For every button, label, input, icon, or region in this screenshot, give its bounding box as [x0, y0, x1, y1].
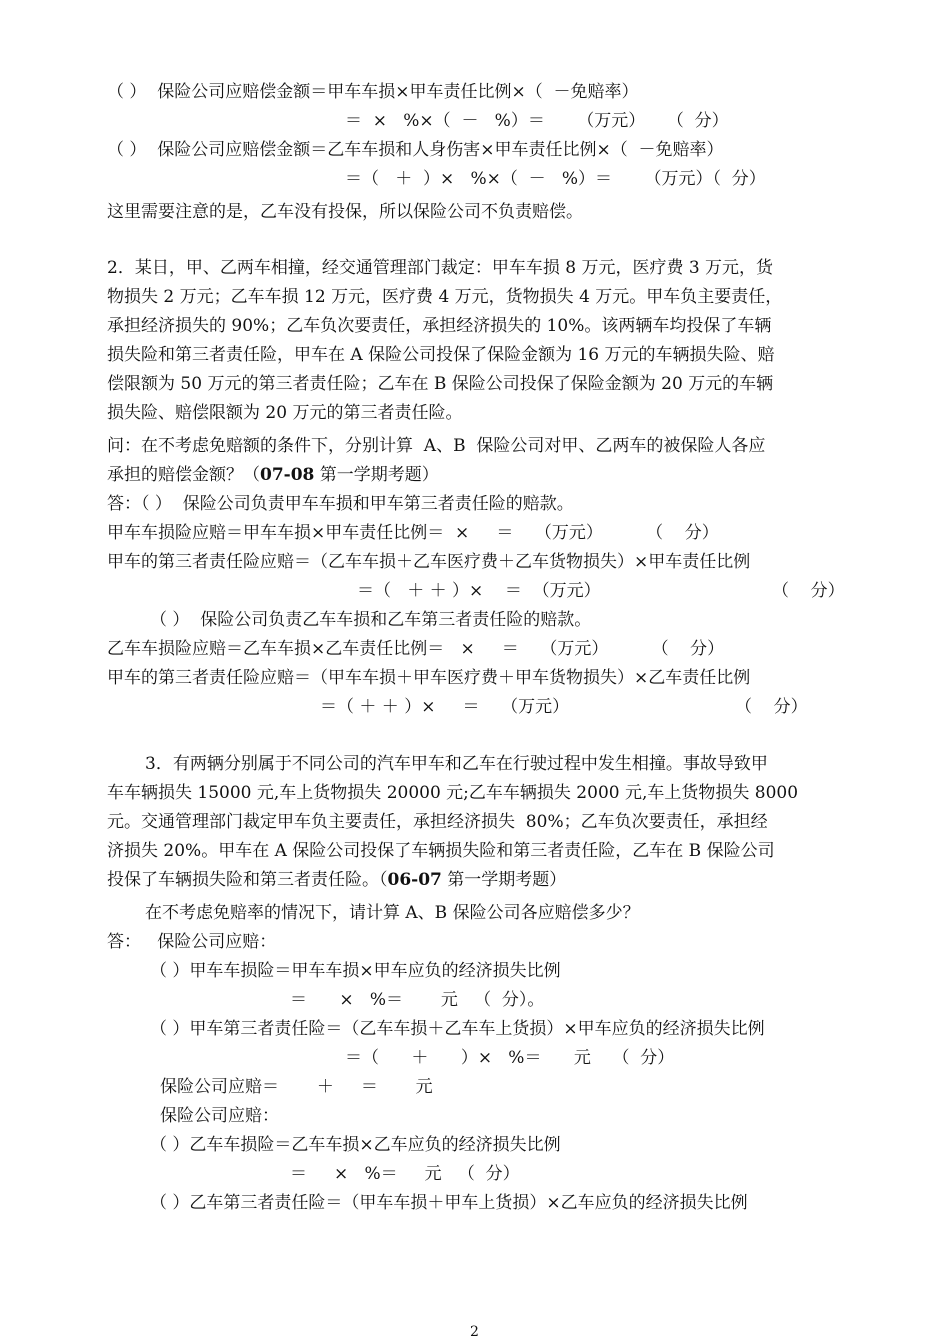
- q3-answer-line-1: （ ）甲车车损险＝甲车车损×甲车应负的经济损失比例: [150, 961, 561, 981]
- top-line-1: （ ） 保险公司应赔偿金额＝甲车车损×甲车责任比例×（ －免赔率）: [107, 82, 639, 102]
- q2-answer-line-7: 甲车的第三者责任险应赔＝（甲车车损＋甲车医疗费＋甲车货物损失）×乙车责任比例: [107, 668, 751, 688]
- q2-answer-line-4: ＝（ ＋ ＋ ）× ＝ （万元）: [357, 581, 601, 601]
- q2-question-line-2: [107, 463, 439, 487]
- q3-answer-line-2: ＝ × %＝ 元 （ 分）。: [290, 990, 545, 1010]
- q3-para-text: 投保了车辆损失险和第三者责任险。（: [107, 870, 388, 890]
- q3-exam-term: 06-07: [387, 870, 442, 890]
- top-line-2: ＝ × %×（ － %）＝ （万元） （ 分）: [345, 111, 729, 131]
- q3-answer-line-4: ＝（ ＋ ）× %＝ 元 （ 分）: [345, 1048, 675, 1068]
- q2-answer-line-4-score: （ 分）: [772, 581, 845, 601]
- q3-para-line-4: 济损失 20%。甲车在 A 保险公司投保了车辆损失险和第三者责任险，乙车在 B 保险公司: [107, 841, 775, 861]
- page-number: 2: [470, 1324, 479, 1340]
- top-line-3: （ ） 保险公司应赔偿金额＝乙车车损和人身伤害×甲车责任比例×（ －免赔率）: [107, 140, 724, 160]
- q2-answer-line-8: ＝（ ＋ ＋ ）× ＝ （万元）: [320, 697, 570, 717]
- q3-answer-line-5: 保险公司应赔＝ ＋ ＝ 元: [160, 1077, 433, 1097]
- q2-question-line-1: 问：在不考虑免赔额的条件下，分别计算 A、B 保险公司对甲、乙两车的被保险人各应: [107, 436, 766, 456]
- q3-answer-line-9: （ ）乙车第三者责任险＝（甲车车损＋甲车上货损）×乙车应负的经济损失比例: [150, 1193, 748, 1213]
- q3-answer-line-7: （ ）乙车车损险＝乙车车损×乙车应负的经济损失比例: [150, 1135, 561, 1155]
- q2-para-line-5: 偿限额为 50 万元的第三者责任险；乙车在 B 保险公司投保了保险金额为 20 万元的车辆: [107, 374, 774, 394]
- q2-answer-line-1: 答：（ ） 保险公司负责甲车车损和甲车第三者责任险的赔款。: [107, 494, 574, 514]
- q2-para-line-6: 损失险、赔偿限额为 20 万元的第三者责任险。: [107, 403, 463, 423]
- q3-para-line-1: 3．有两辆分别属于不同公司的汽车甲车和乙车在行驶过程中发生相撞。事故导致甲: [145, 754, 768, 774]
- q3-answer-line-6: 保险公司应赔：: [160, 1106, 279, 1126]
- q2-answer-line-3: 甲车的第三者责任险应赔＝（乙车车损＋乙车医疗费＋乙车货物损失）×甲车责任比例: [107, 552, 751, 572]
- q2-para-line-3: 承担经济损失的 90%；乙车负次要责任，承担经济损失的 10%。该两辆车均投保了车辆: [107, 316, 772, 336]
- q2-para-line-2: 物损失 2 万元；乙车车损 12 万元，医疗费 4 万元，货物损失 4 万元。甲车负主要责任，: [107, 287, 783, 307]
- q3-answer-line-8: ＝ × %＝ 元 （ 分）: [290, 1164, 520, 1184]
- q2-answer-line-5: （ ） 保险公司负责乙车车损和乙车第三者责任险的赔款。: [150, 610, 592, 630]
- top-line-4: ＝（ ＋ ）× %×（ － %）＝ （万元）（ 分）: [345, 169, 766, 189]
- q3-para-line-3: 元。交通管理部门裁定甲车负主要责任，承担经济损失 80%；乙车负次要责任，承担经: [107, 812, 768, 832]
- q3-para-line-2: 车车辆损失 15000 元,车上货物损失 20000 元;乙车车辆损失 2000 元,车上货物损失 8000: [107, 783, 799, 803]
- q2-para-line-1: 2．某日，甲、乙两车相撞，经交通管理部门裁定：甲车车损 8 万元，医疗费 3 万元，货: [107, 258, 774, 278]
- q2-exam-suffix: 第一学期考题）: [314, 465, 439, 485]
- q2-para-line-4: 损失险和第三者责任险，甲车在 A 保险公司投保了保险金额为 16 万元的车辆损失险、赔: [107, 345, 775, 365]
- q3-exam-suffix: 第一学期考题）: [441, 870, 567, 890]
- q3-question: 在不考虑免赔率的情况下，请计算 A、B 保险公司各应赔偿多少？: [145, 903, 640, 923]
- q3-answer-line-3: （ ）甲车第三者责任险＝（乙车车损＋乙车车上货损）×甲车应负的经济损失比例: [150, 1019, 765, 1039]
- q2-answer-line-2: 甲车车损险应赔＝甲车车损×甲车责任比例＝ × ＝ （万元） （ 分）: [107, 523, 719, 543]
- q3-answer-line-0: 答： 保险公司应赔：: [107, 932, 277, 952]
- q2-answer-line-6: 乙车车损险应赔＝乙车车损×乙车责任比例＝ × ＝ （万元） （ 分）: [107, 639, 725, 659]
- q3-para-line-5: [107, 868, 566, 892]
- q2-question-text: 承担的赔偿金额？（: [107, 465, 260, 485]
- q2-answer-line-8-score: （ 分）: [735, 697, 808, 717]
- top-line-5: 这里需要注意的是，乙车没有投保，所以保险公司不负责赔偿。: [107, 202, 583, 222]
- q2-exam-term: 07-08: [260, 465, 315, 485]
